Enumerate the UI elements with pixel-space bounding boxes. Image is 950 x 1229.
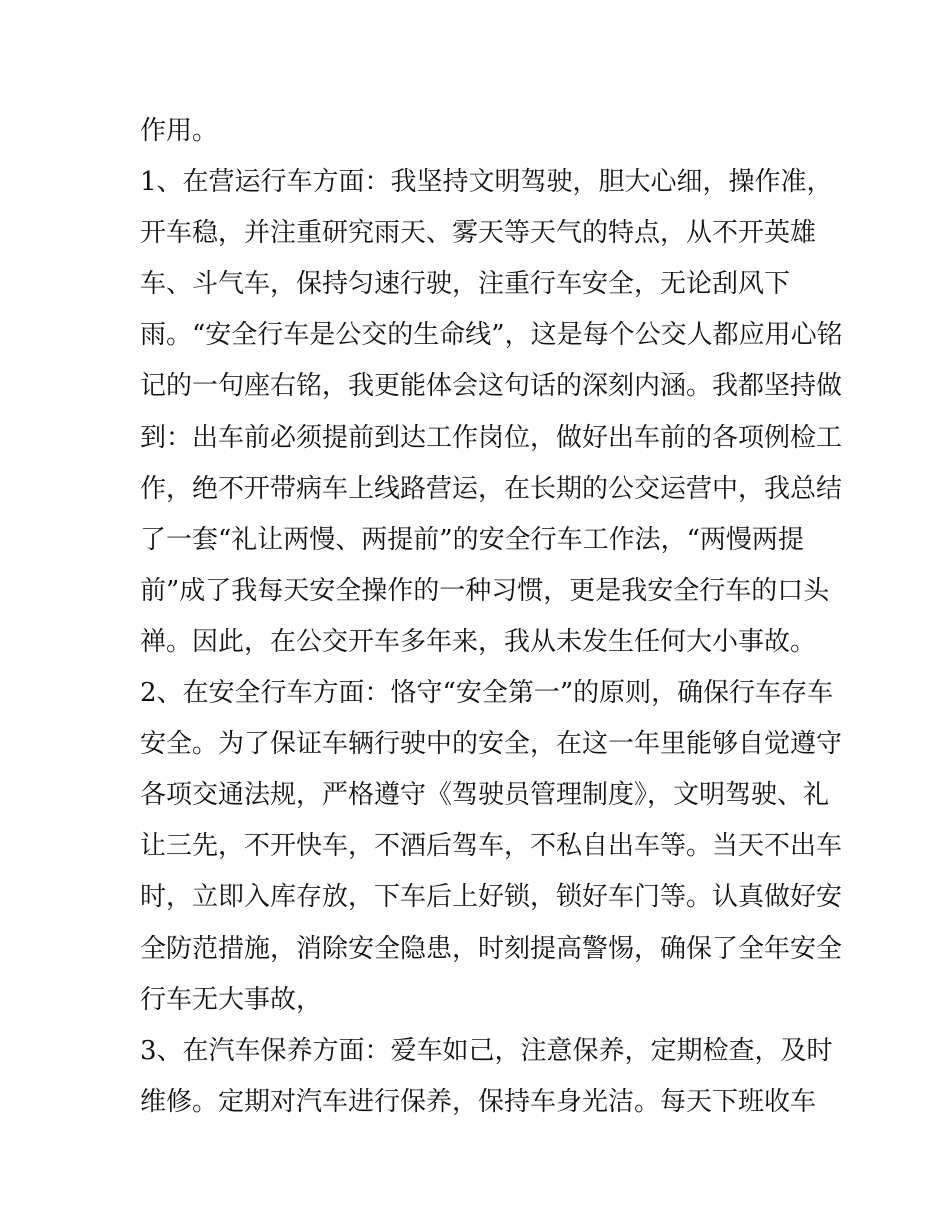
text-line: 作用。 [140,116,219,146]
text-line: 到：出车前必须提前到达工作岗位，做好出车前的各项例检工 [140,422,843,453]
text-line: 让三先，不开快车，不酒后驾车，不私自出车等。当天不出车 [140,831,843,862]
text-line: 各项交通法规，严格遵守《驾驶员管理制度》，文明驾驶、礼 [140,780,830,811]
text-line: 1、在营运行车方面：我坚持文明驾驶，胆大心细，操作准， [140,167,833,198]
text-line: 作，绝不开带病车上线路营运，在长期的公交运营中，我总结 [140,473,843,504]
text-line: 雨。“安全行车是公交的生命线”，这是每个公交人都应用心铭 [140,320,843,351]
text-line: 安全。为了保证车辆行驶中的安全，在这一年里能够自觉遵守 [140,729,843,760]
text-line: 行车无大事故， [140,984,323,1015]
text-line: 前”成了我每天安全操作的一种习惯，更是我安全行车的口头 [140,575,830,606]
text-line: 车、斗气车，保持匀速行驶，注重行车安全，无论刮风下 [140,269,791,300]
text-line: 开车稳，并注重研究雨天、雾天等天气的特点，从不开英雄 [140,218,817,249]
text-line: 维修。定期对汽车进行保养，保持车身光洁。每天下班收车 [140,1086,817,1117]
text-line: 3、在汽车保养方面：爱车如己，注意保养，定期检查，及时 [140,1035,833,1066]
text-line: 了一套“礼让两慢、两提前”的安全行车工作法，“两慢两提 [140,524,804,555]
text-line: 时，立即入库存放，下车后上好锁，锁好车门等。认真做好安 [140,882,843,913]
text-line: 2、在安全行车方面：恪守“安全第一”的原则，确保行车存车 [140,678,834,709]
text-line: 全防范措施，消除安全隐患，时刻提高警惕，确保了全年安全 [140,933,843,964]
text-line: 禅。因此，在公交开车多年来，我从未发生任何大小事故。 [140,626,817,657]
body-text [140,106,843,1128]
text-line: 记的一句座右铭，我更能体会这句话的深刻内涵。我都坚持做 [140,371,843,402]
